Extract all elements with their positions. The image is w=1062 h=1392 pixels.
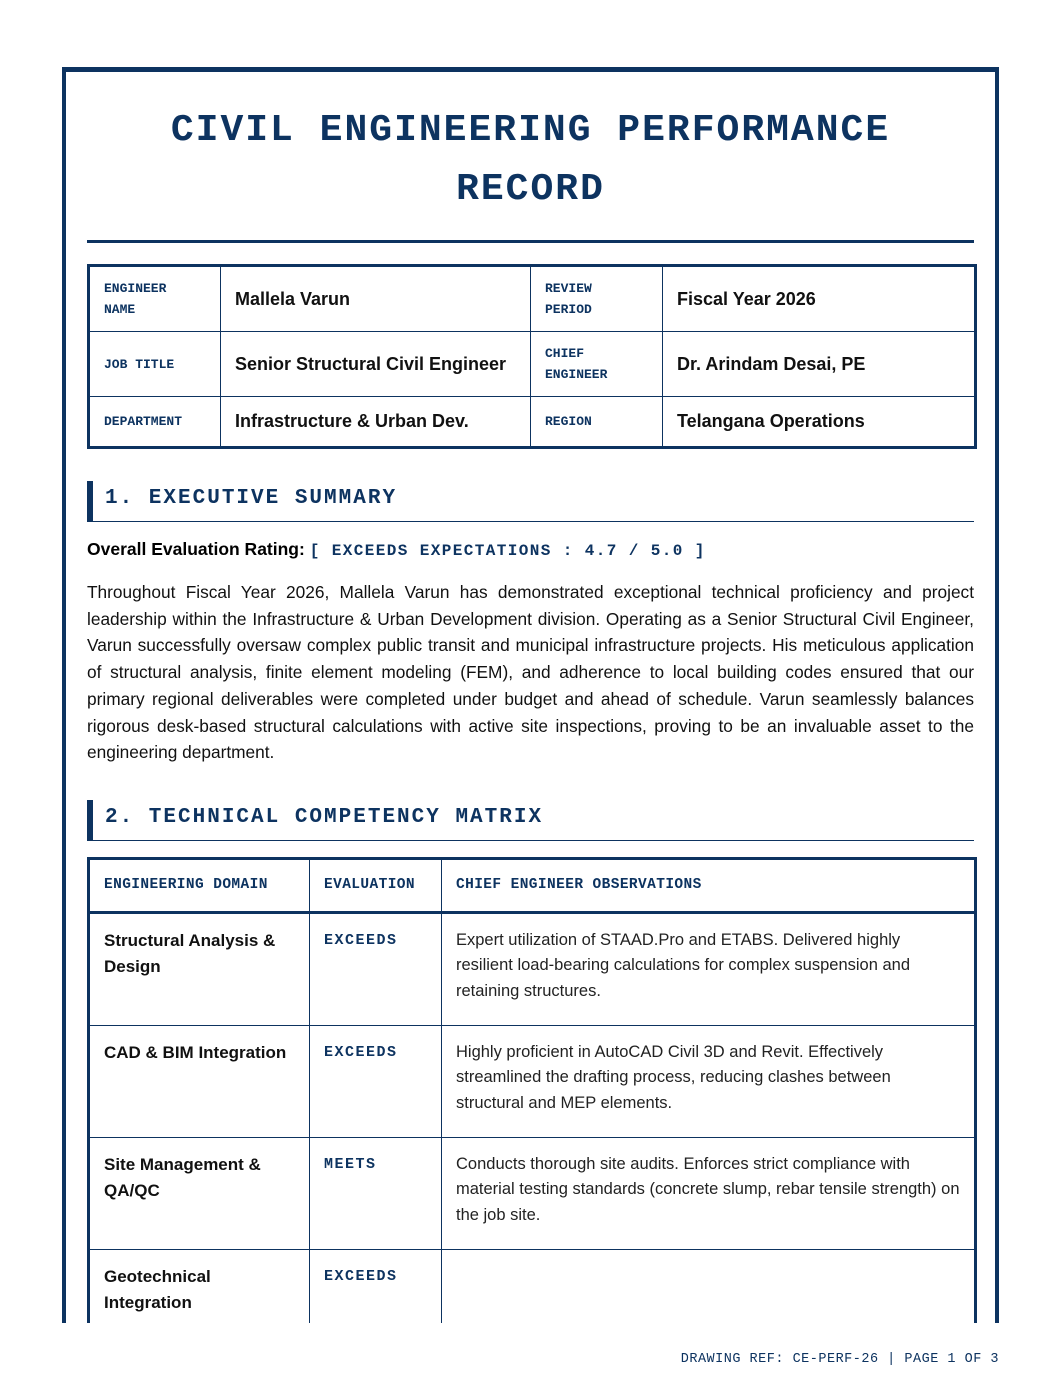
chief-engineer-label-line: ENGINEER [545,367,608,382]
section-title: 1. EXECUTIVE SUMMARY [105,487,398,510]
observation-cell: Highly proficient in AutoCAD Civil 3D and Revit. Effectively streamlined the drafting process, reducing clashes between structural and MEP elements. [442,1025,976,1137]
rating-value: [ EXCEEDS EXPECTATIONS : 4.7 / 5.0 ] [309,542,706,560]
document-title [87,101,974,219]
department-label: DEPARTMENT [89,397,221,448]
evaluation-cell: EXCEEDS [310,1025,442,1137]
section-accent-bar [87,481,93,521]
review-period-label-line: PERIOD [545,302,592,317]
department-value: Infrastructure & Urban Dev. [221,397,531,448]
table-row [89,912,976,1025]
review-period-label-line: REVIEW [545,281,592,296]
overall-rating [87,539,974,560]
column-header-observations: CHIEF ENGINEER OBSERVATIONS [442,858,976,912]
info-row [89,266,976,332]
section-title: 2. TECHNICAL COMPETENCY MATRIX [105,805,544,829]
document-content [87,72,974,1323]
engineer-name-label-line: ENGINEER [104,281,167,296]
domain-cell: Geotechnical Integration [89,1249,310,1323]
info-row [89,332,976,397]
region-label: REGION [531,397,663,448]
observation-cell: Expert utilization of STAAD.Pro and ETABS. Delivered highly resilient load-bearing calculations for complex suspension and retaining structures. [442,912,976,1025]
title-line-2: RECORD [456,168,605,211]
chief-engineer-label-line: CHIEF [545,346,585,361]
column-header-domain: ENGINEERING DOMAIN [89,858,310,912]
executive-summary-text: Throughout Fiscal Year 2026, Mallela Varun has demonstrated exceptional technical proficiency and project leadership within the Infrastructure & Urban Development division. Operating as a Senior Structural Civil Engineer, Varun successfully oversaw complex public transit and municipal infrastructure projects. His meticulous application of structural analysis, finite element modeling (FEM), and adherence to local building codes ensured that our primary regional deliverables were completed under budget and ahead of schedule. Varun seamlessly balances rigorous desk-based structural calculations with active site inspections, proving to be an invaluable asset to the engineering department. [87,582,974,763]
job-title-label: JOB TITLE [89,332,221,397]
review-period-value: Fiscal Year 2026 [663,266,976,332]
section-accent-bar [87,800,93,840]
review-period-label [531,266,663,332]
title-divider [87,240,974,243]
job-title-value: Senior Structural Civil Engineer [221,332,531,397]
engineer-name-label-line: NAME [104,302,136,317]
table-row [89,1025,976,1137]
rating-label: Overall Evaluation Rating: [87,539,305,559]
document-sheet [62,67,999,1323]
evaluation-cell: MEETS [310,1137,442,1249]
region-value: Telangana Operations [663,397,976,448]
domain-cell: Structural Analysis & Design [89,912,310,1025]
info-row [89,397,976,448]
page-footer: DRAWING REF: CE-PERF-26 | PAGE 1 OF 3 [680,1352,999,1367]
evaluation-cell: EXCEEDS [310,1249,442,1323]
chief-engineer-value: Dr. Arindam Desai, PE [663,332,976,397]
engineer-info-table [87,264,977,449]
title-line-1: CIVIL ENGINEERING PERFORMANCE [170,109,891,152]
engineer-name-label [89,266,221,332]
competency-matrix-table [87,857,977,1323]
domain-cell: CAD & BIM Integration [89,1025,310,1137]
table-row [89,1249,976,1323]
matrix-header-row [89,858,976,912]
column-header-evaluation: EVALUATION [310,858,442,912]
executive-summary-heading [87,481,974,522]
evaluation-cell: EXCEEDS [310,912,442,1025]
table-row [89,1137,976,1249]
chief-engineer-label [531,332,663,397]
observation-cell: Conducts thorough site audits. Enforces strict compliance with material testing standards (concrete slump, rebar tensile strength) on the job site. [442,1137,976,1249]
competency-matrix-heading [87,800,974,841]
domain-cell: Site Management & QA/QC [89,1137,310,1249]
observation-cell [442,1249,976,1323]
engineer-name-value: Mallela Varun [221,266,531,332]
